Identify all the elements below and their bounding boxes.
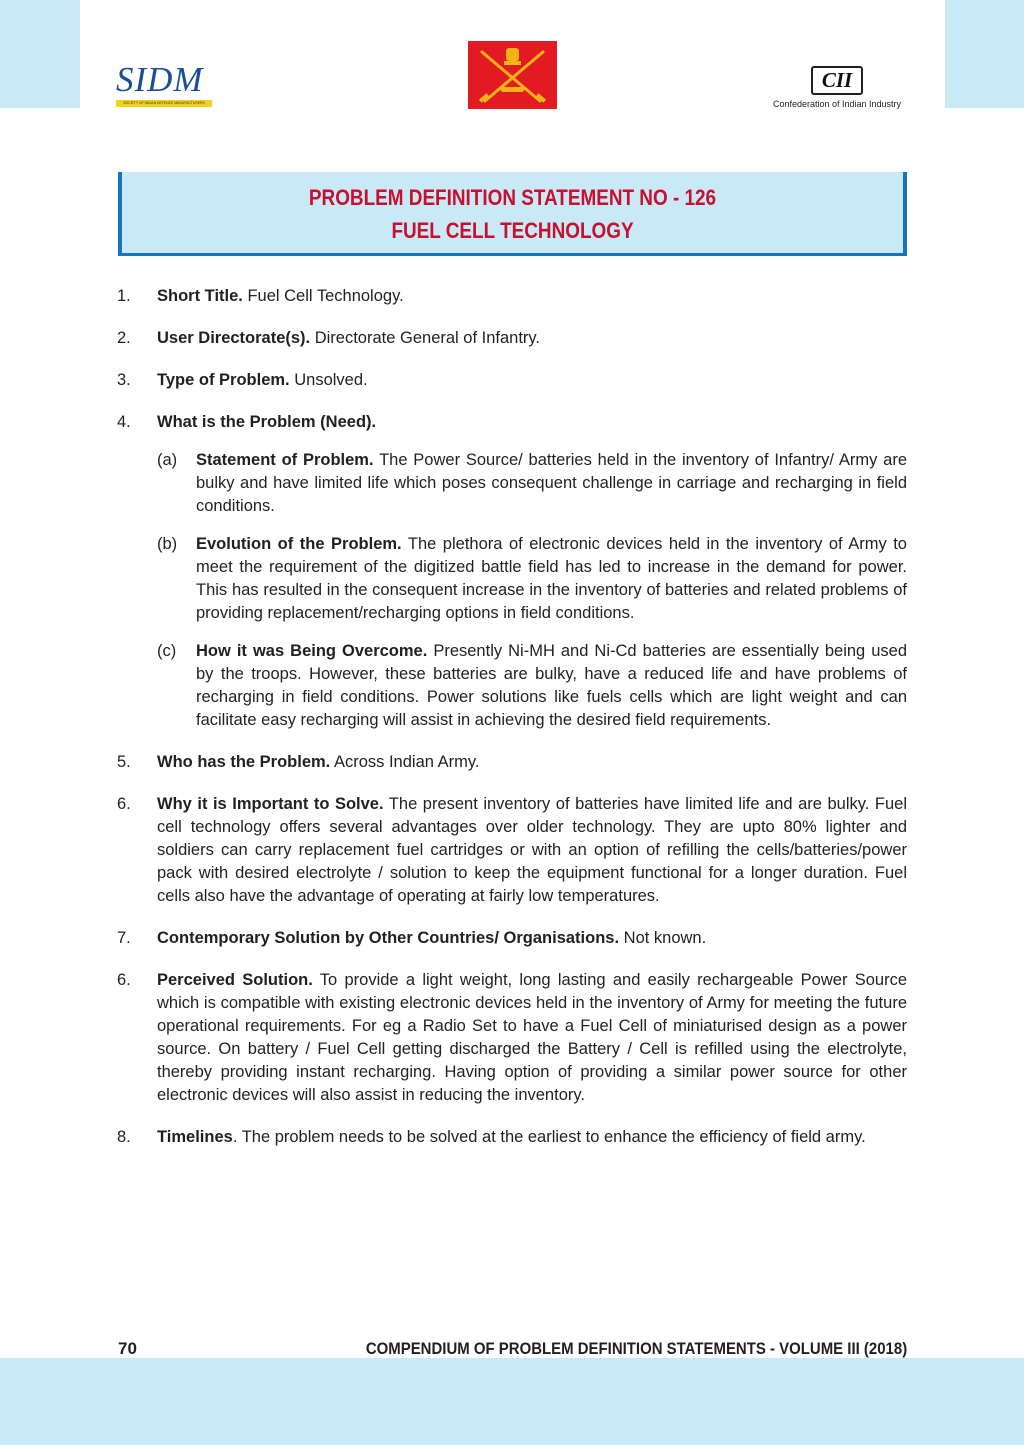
sidm-logo-text: SIDM <box>116 60 204 99</box>
cii-logo-subtitle: Confederation of Indian Industry <box>772 99 902 109</box>
item-content: Directorate General of Infantry. <box>310 329 541 347</box>
list-item <box>117 1126 907 1149</box>
item-heading: What is the Problem (Need). <box>157 413 377 431</box>
sidm-logo <box>116 62 216 107</box>
item-text <box>157 751 907 774</box>
item-text <box>157 969 907 1107</box>
sub-item-text <box>196 640 907 732</box>
item-number: 2. <box>117 329 131 347</box>
item-content: Across Indian Army. <box>330 753 480 771</box>
sub-item-content: Presently Ni-MH and Ni-Cd batteries are essentially being used by the troops. However, these batteries are bulky, have a reduced life and have problems of recharging in field conditions. Power solutions like fuels cells which are light weight and can facilitate easy recharging will assist in achieving the desired field requirements. <box>196 642 908 729</box>
cii-logo-text: CII <box>811 66 863 95</box>
sub-item-label: (c) <box>157 642 177 660</box>
item-heading: Type of Problem. <box>157 371 290 389</box>
item-content: Unsolved. <box>289 371 368 389</box>
statement-body <box>117 285 907 1168</box>
item-number: 3. <box>117 371 131 389</box>
item-heading: User Directorate(s). <box>157 329 311 347</box>
item-text <box>157 285 907 308</box>
list-item <box>117 327 907 350</box>
sub-item-heading: Evolution of the Problem. <box>196 535 402 553</box>
item-text <box>157 411 907 732</box>
item-heading: Perceived Solution. <box>157 971 313 989</box>
item-text <box>157 369 907 392</box>
item-heading: Short Title. <box>157 287 243 305</box>
item-number: 1. <box>117 287 131 305</box>
footer-title: COMPENDIUM OF PROBLEM DEFINITION STATEMENTS - VOLUME III (2018) <box>365 1339 907 1358</box>
sub-item <box>157 449 907 518</box>
item-content: Fuel Cell Technology. <box>242 287 404 305</box>
item-number: 7. <box>117 929 131 947</box>
sidm-logo-tagline: SOCIETY OF INDIAN DEFENCE MANUFACTURERS <box>116 100 212 107</box>
sub-item-text <box>196 449 907 518</box>
list-item <box>117 369 907 392</box>
item-heading: Who has the Problem. <box>157 753 331 771</box>
list-item <box>117 927 907 950</box>
item-content: Not known. <box>619 929 707 947</box>
footer-band <box>0 1358 1024 1445</box>
sub-item-heading: How it was Being Overcome. <box>196 642 428 660</box>
sub-item-text <box>196 533 907 625</box>
sub-item <box>157 533 907 625</box>
sub-list <box>157 449 907 732</box>
item-number: 8. <box>117 1128 131 1146</box>
list-item <box>117 793 907 908</box>
top-right-band <box>945 0 1024 108</box>
item-content: To provide a light weight, long lasting and easily rechargeable Power Source which is compatible with existing electronic devices held in the inventory of Army for meeting the future operational requirements. For eg a Radio Set to have a Fuel Cell of miniaturised design as a power source. On battery / Fuel Cell getting discharged the Battery / Cell is refilled using the electrolyte, thereby providing instant recharging. Having option of providing a similar power source for other electronic devices will also assist in reducing the inventory. <box>157 971 907 1104</box>
item-text <box>157 1126 907 1149</box>
item-content: . The problem needs to be solved at the earliest to enhance the efficiency of field army. <box>232 1128 866 1146</box>
sub-item-content: The plethora of electronic devices held in the inventory of Army to meet the requirement of the digitized battle field has led to increase in the demand for power. This has resulted in the consequent increase in the inventory of batteries and related problems of providing replacement/recharging options in field conditions. <box>196 535 907 622</box>
item-text <box>157 927 907 950</box>
item-text <box>157 327 907 350</box>
indian-army-emblem-icon <box>468 41 557 109</box>
list-item <box>117 969 907 1107</box>
sub-item-label: (b) <box>157 535 178 553</box>
item-number: 6. <box>117 795 131 813</box>
item-text <box>157 793 907 908</box>
list-item <box>117 751 907 774</box>
item-content: The present inventory of batteries have limited life and are bulky. Fuel cell technology offers several advantages over older technology. They are upto 80% lighter and soldiers can carry replacement fuel cartridges or with an option of refilling the cells/batteries/power pack with desired electrolyte / solution to keep the equipment functional for a longer duration. Fuel cells also have the advantage of operating at fairly low temperatures. <box>157 795 907 905</box>
list-item <box>117 285 907 308</box>
item-heading: Timelines <box>157 1128 233 1146</box>
page-number: 70 <box>118 1339 137 1358</box>
sub-item-content: The Power Source/ batteries held in the inventory of Infantry/ Army are bulky and have limited life which poses consequent challenge in carriage and recharging in field conditions. <box>196 451 907 515</box>
sub-item-heading: Statement of Problem. <box>196 451 374 469</box>
item-heading: Why it is Important to Solve. <box>157 795 384 813</box>
top-left-band <box>0 0 80 108</box>
sub-item <box>157 640 907 732</box>
item-heading: Contemporary Solution by Other Countries/ Organisations. <box>157 929 620 947</box>
sub-item-label: (a) <box>157 451 178 469</box>
cii-logo <box>762 66 912 109</box>
item-number: 5. <box>117 753 131 771</box>
statement-title: PROBLEM DEFINITION STATEMENT NO - 126 <box>308 185 717 210</box>
list-item <box>117 411 907 732</box>
item-number: 6. <box>117 971 131 989</box>
statement-title-box <box>118 172 907 256</box>
statement-subtitle: FUEL CELL TECHNOLOGY <box>391 218 634 243</box>
item-number: 4. <box>117 413 131 431</box>
